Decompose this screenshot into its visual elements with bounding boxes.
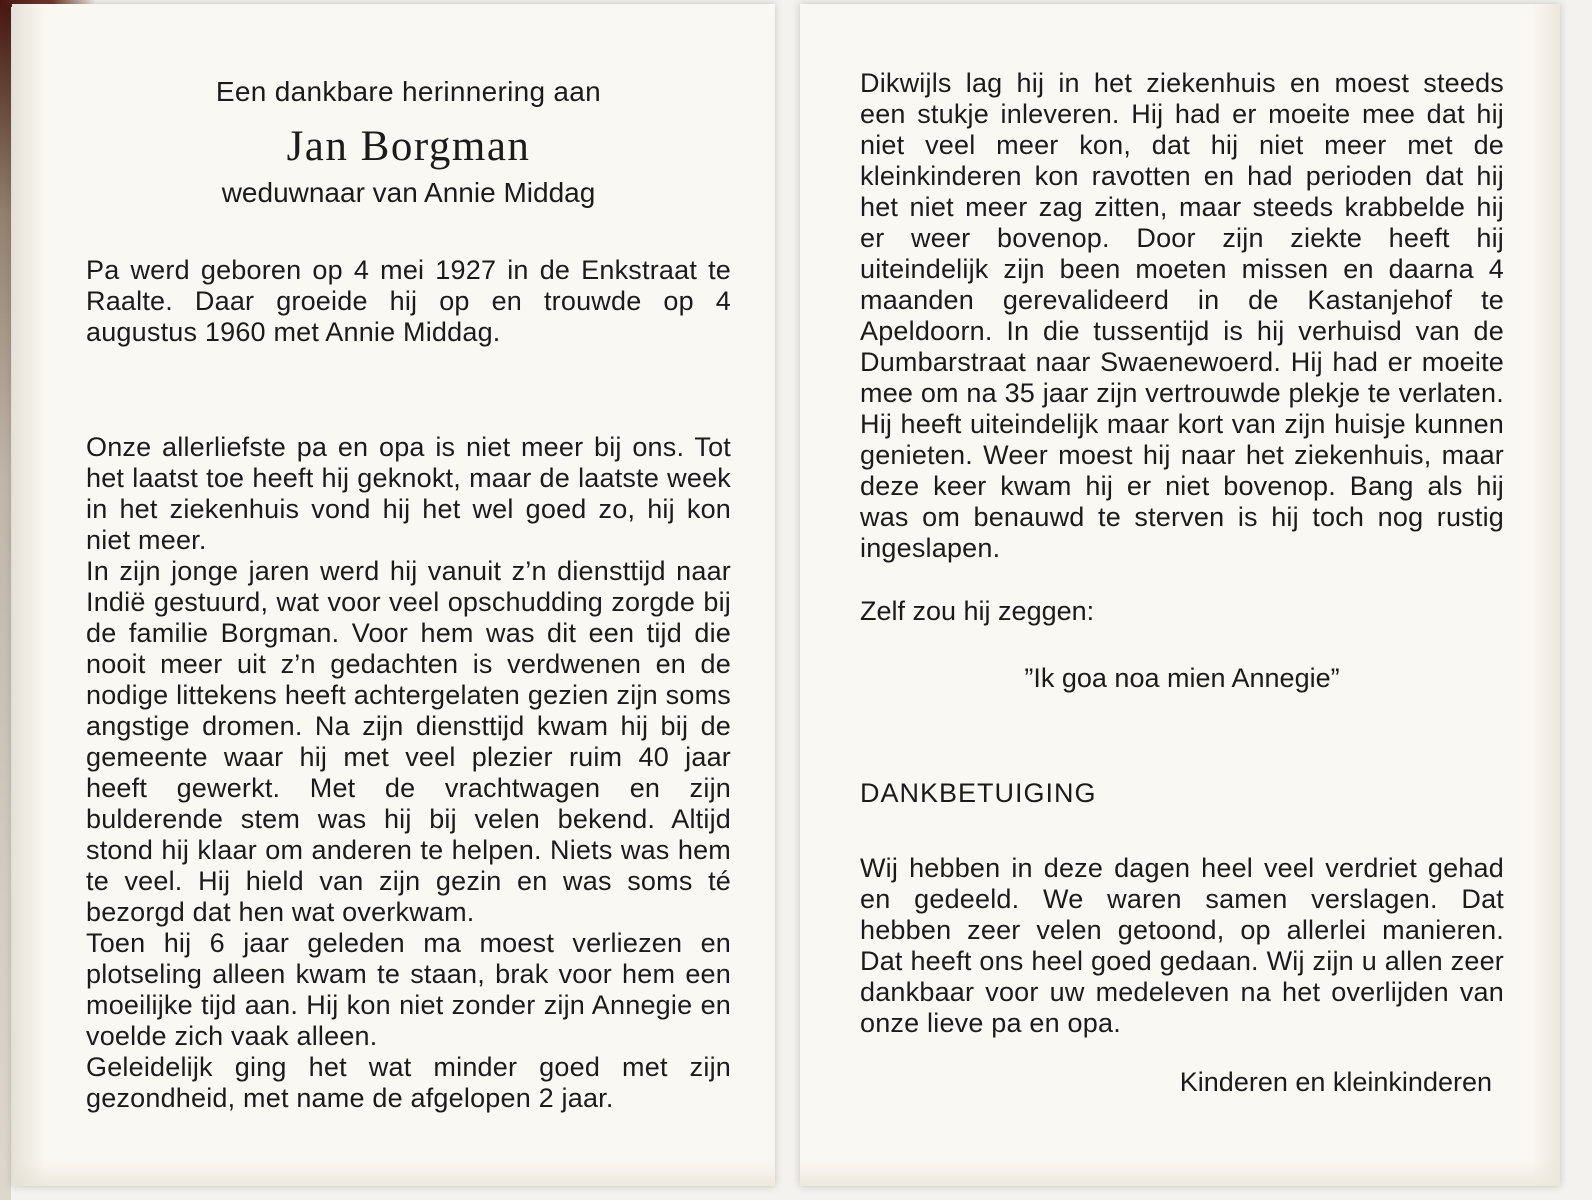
deceased-name: Jan Borgman <box>286 123 531 170</box>
paragraph: Onze allerliefste pa en opa is niet meer bij ons. Tot het laatst toe heeft hij geknokt, maar de laatste week in het ziekenhuis vond hij het wel goed zo, hij kon niet meer. <box>86 432 731 555</box>
acknowledgement-title: DANKBETUIGING <box>860 778 1097 808</box>
memorial-card-right-page <box>800 4 1560 1186</box>
paragraph: Toen hij 6 jaar geleden ma moest verliezen en plotseling alleen kwam te staan, brak voor hem een moeilijke tijd aan. Hij kon niet zonder zijn Annegie en voelde zich vaak alleen. <box>86 928 731 1051</box>
scan-spine-edge <box>0 0 11 1200</box>
paragraph: Dikwijls lag hij in het ziekenhuis en moest steeds een stukje inleveren. Hij had er moeite mee dat hij niet veel meer kon, dat hij niet meer met de kleinkinderen kon ravotten en had perioden dat hij het niet meer zag zitten, maar steeds krabbelde hij er weer bovenop. Door zijn ziekte heeft hij uiteindelijk zijn been moeten missen en daarna 4 maanden gerevalideerd in de Kastanjehof te Apeldoorn. In die tussentijd is hij verhuisd van de Dumbarstraat naar Swaenewoerd. Hij had er moeite mee om na 35 jaar zijn vertrouwde plekje te verlaten. <box>860 68 1504 408</box>
paragraph: In zijn jonge jaren werd hij vanuit z’n diensttijd naar Indië gestuurd, wat voor veel opschudding zorgde bij de familie Borgman. Voor hem was dit een tijd die nooit meer uit z’n gedachten is verdwenen en de nodige littekens heeft achtergelaten gezien zijn soms angstige dromen. Na zijn diensttijd kwam hij bij de gemeente waar hij met veel plezier ruim 40 jaar heeft gewerkt. Met de vrachtwagen en zijn bulderende stem was hij bij velen bekend. Altijd stond hij klaar om anderen te helpen. Niets was hem te veel. Hij hield van zijn gezin en was soms té bezorgd dat hen wat overkwam. <box>86 556 731 927</box>
birth-paragraph: Pa werd geboren op 4 mei 1927 in de Enkstraat te Raalte. Daar groeide hij op en trouwde op 4 augustus 1960 met Annie Middag. <box>86 255 731 347</box>
paragraph: Hij heeft uiteindelijk maar kort van zijn huisje kunnen genieten. Weer moest hij naar het ziekenhuis, maar deze keer kwam hij er niet bovenop. Bang als hij was om benauwd te sterven is hij toch nog rustig ingeslapen. <box>860 409 1504 563</box>
quote-intro: Zelf zou hij zeggen: <box>860 596 1095 626</box>
memorial-quote: ”Ik goa noa mien Annegie” <box>1024 663 1340 693</box>
left-page-body <box>86 432 731 1114</box>
deceased-subtitle: weduwnaar van Annie Middag <box>221 177 596 208</box>
paragraph: Geleidelijk ging het wat minder goed met zijn gezondheid, met name de afgelopen 2 jaar. <box>86 1052 731 1113</box>
memorial-card-left-page <box>12 4 775 1186</box>
signature-line: Kinderen en kleinkinderen <box>1179 1067 1492 1097</box>
acknowledgement-paragraph: Wij hebben in deze dagen heel veel verdriet gehad en gedeeld. We waren samen verslagen. Dat hebben zeer velen getoond, op allerlei manieren. Dat heeft ons heel goed gedaan. Wij zijn u allen zeer dankbaar voor uw medeleven na het overlijden van onze lieve pa en opa. <box>860 853 1504 1038</box>
right-page-body <box>860 68 1504 564</box>
memorial-intro-line: Een dankbare herinnering aan <box>215 76 602 107</box>
